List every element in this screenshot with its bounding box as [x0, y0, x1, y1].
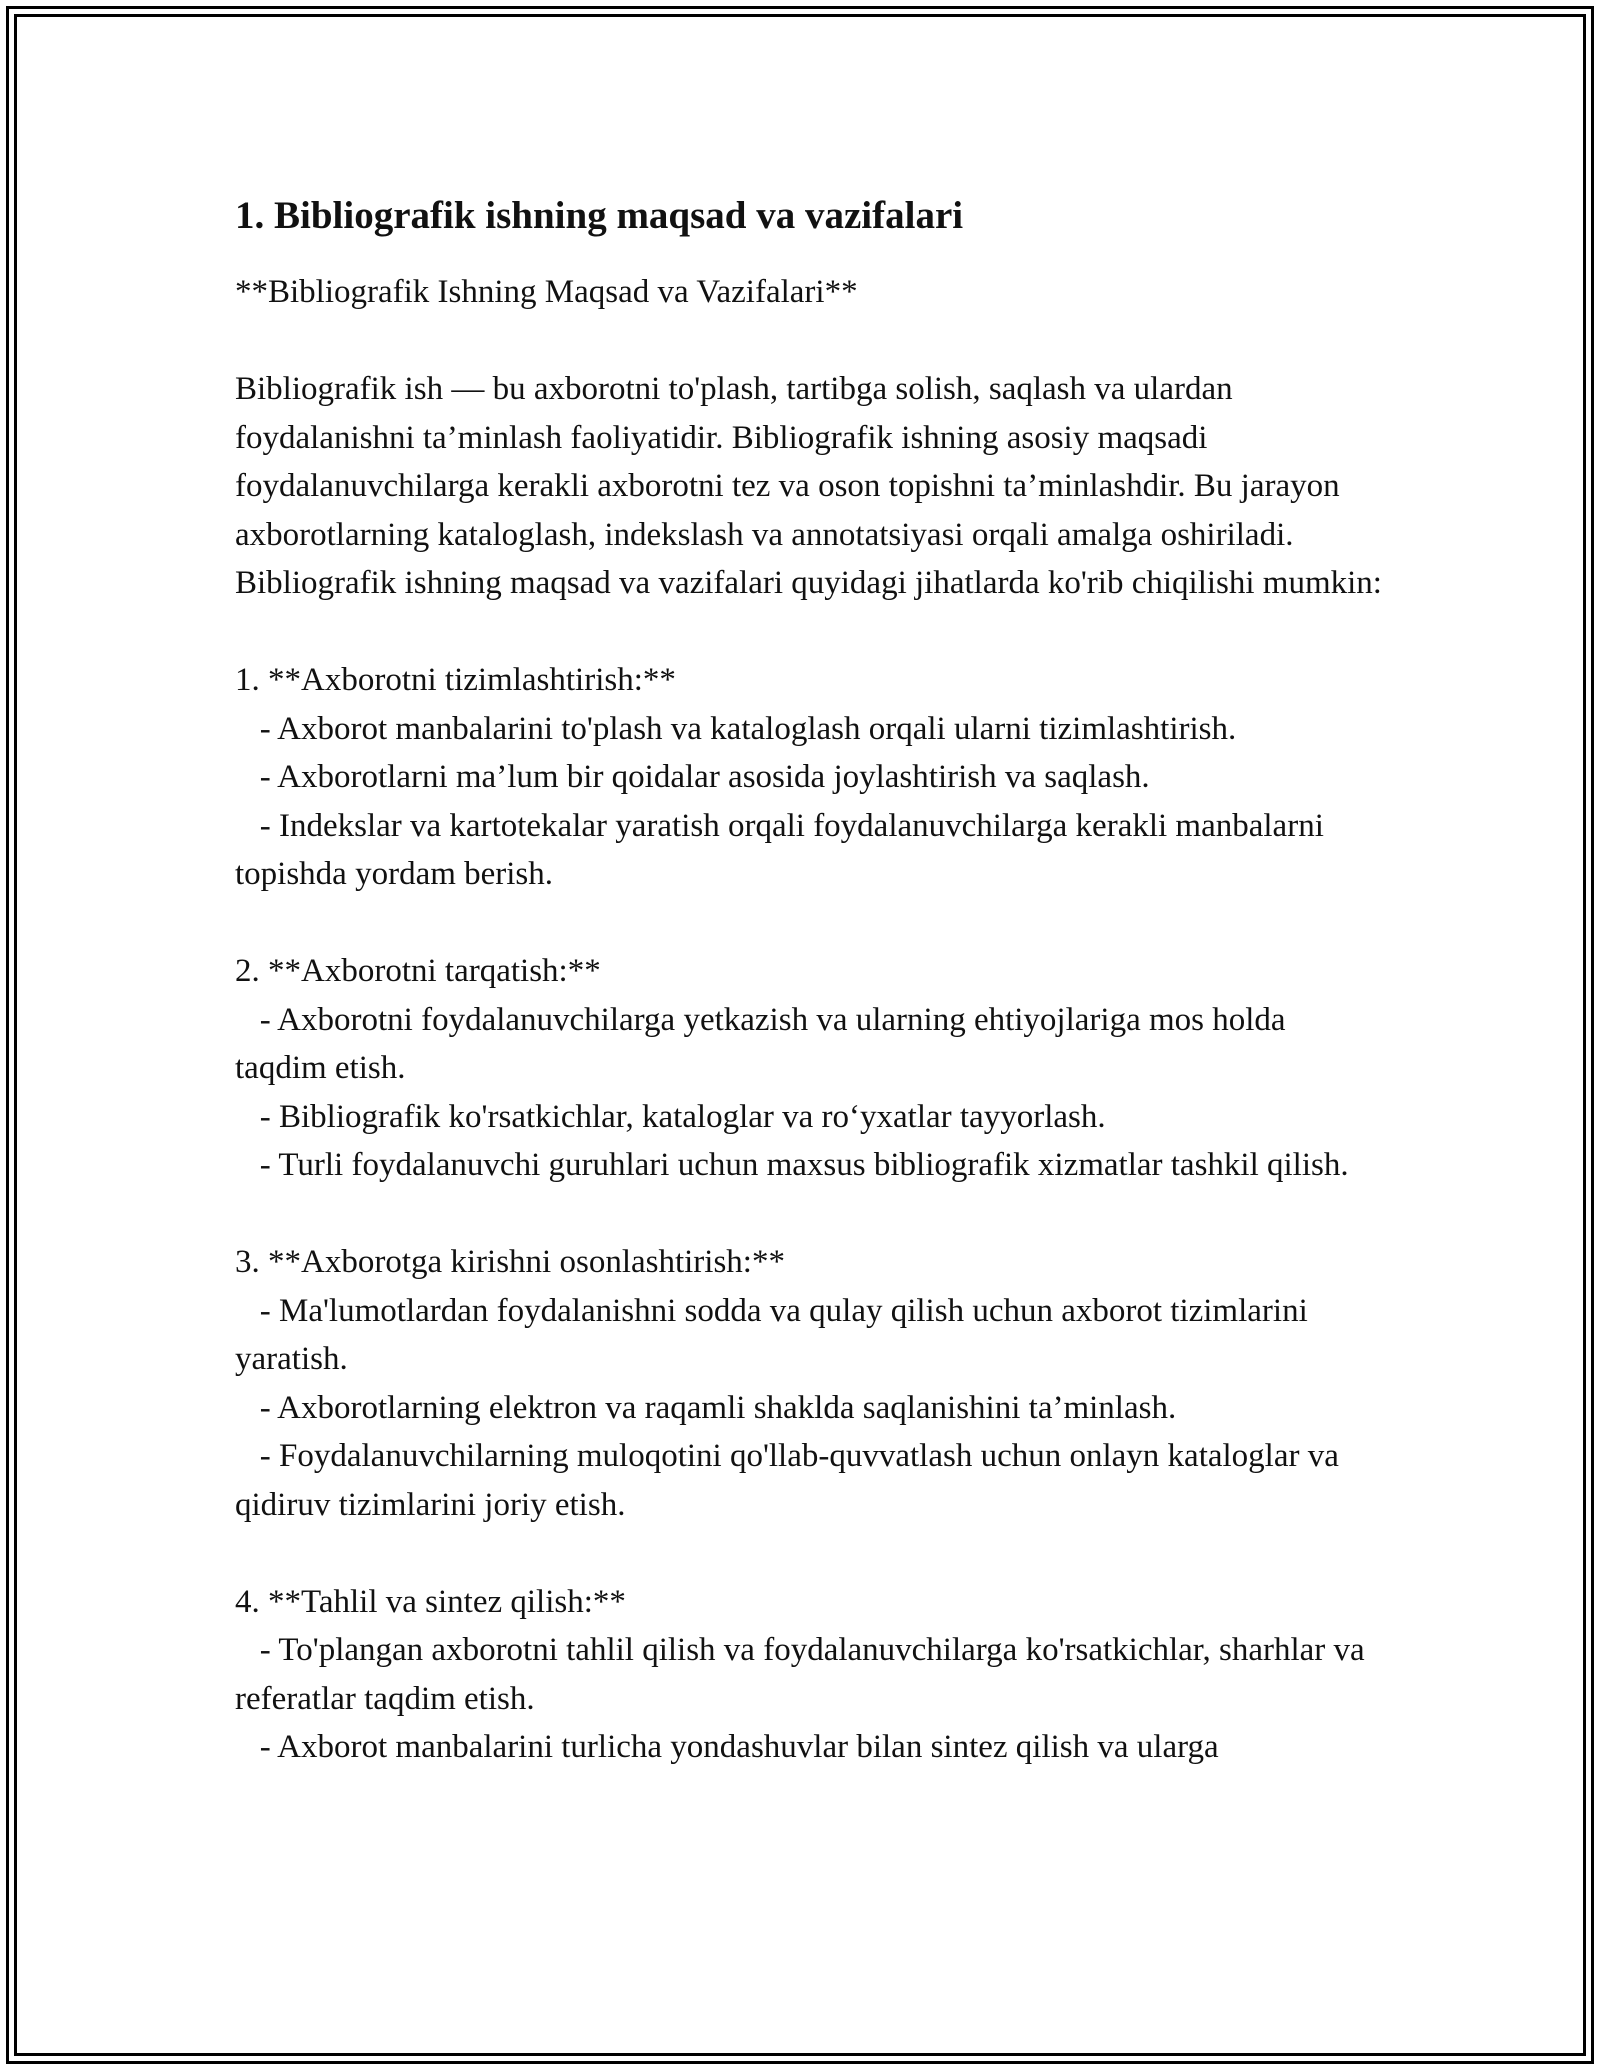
section-4 [235, 1578, 1385, 1772]
list-item: - Indekslar va kartotekalar yaratish orqali foydalanuvchilarga kerakli manbalarni topishda yordam berish. [235, 807, 1324, 892]
list-item: - Ma'lumotlardan foydalanishni sodda va qulay qilish uchun axborot tizimlarini yaratish. [235, 1292, 1308, 1377]
document-heading: 1. Bibliografik ishning maqsad va vazifalari [235, 194, 964, 237]
list-item: - Axborotlarning elektron va raqamli shaklda saqlanishini ta’minlash. [235, 1389, 1177, 1426]
list-item: - Bibliografik ko'rsatkichlar, kataloglar va ro‘yxatlar tayyorlash. [235, 1098, 1106, 1135]
paragraph-gap [235, 1529, 1385, 1578]
list-item: - Axborot manbalarini to'plash va kataloglash orqali ularni tizimlashtirish. [235, 710, 1237, 747]
document-subtitle: **Bibliografik Ishning Maqsad va Vazifalari** [235, 274, 858, 310]
paragraph-gap [235, 899, 1385, 948]
section-1 [235, 656, 1385, 899]
list-item: - Foydalanuvchilarning muloqotini qo'llab-quvvatlash uchun onlayn kataloglar va qidiruv tizimlarini joriy etish. [235, 1438, 1339, 1523]
section-title: 4. **Tahlil va sintez qilish:** [235, 1583, 626, 1620]
list-item: - Axborotni foydalanuvchilarga yetkazish va ularning ehtiyojlariga mos holda taqdim etish. [235, 1001, 1286, 1086]
paragraph-gap [235, 1190, 1385, 1239]
list-item: - Axborotlarni ma’lum bir qoidalar asosida joylashtirish va saqlash. [235, 759, 1150, 795]
section-title: 1. **Axborotni tizimlashtirish:** [235, 662, 676, 698]
document-page [235, 190, 1385, 1772]
section-title: 2. **Axborotni tarqatish:** [235, 953, 601, 989]
paragraph-gap [235, 317, 1385, 366]
list-item: - Axborot manbalarini turlicha yondashuvlar bilan sintez qilish va ularga [235, 1729, 1219, 1765]
section-2 [235, 947, 1385, 1190]
section-3 [235, 1238, 1385, 1529]
list-item: - Turli foydalanuvchi guruhlari uchun maxsus bibliografik xizmatlar tashkil qilish. [235, 1147, 1349, 1183]
paragraph-gap [235, 608, 1385, 657]
section-title: 3. **Axborotga kirishni osonlashtirish:** [235, 1244, 785, 1280]
intro-paragraph: Bibliografik ish — bu axborotni to'plash, tartibga solish, saqlash va ulardan foydalanishni ta’minlash faoliyatidir. Bibliografik ishning asosiy maqsadi foydalanuvchilarga kerakli axborotni tez va oson topishni ta’minlashdir. Bu jarayon axborotlarning kataloglash, indekslash va annotatsiyasi orqali amalga oshiriladi. Bibliografik ishning maqsad va vazifalari quyidagi jihatlarda ko'rib chiqilishi mumkin: [235, 371, 1382, 601]
list-item: - To'plangan axborotni tahlil qilish va foydalanuvchilarga ko'rsatkichlar, sharhlar va referatlar taqdim etish. [235, 1632, 1365, 1717]
